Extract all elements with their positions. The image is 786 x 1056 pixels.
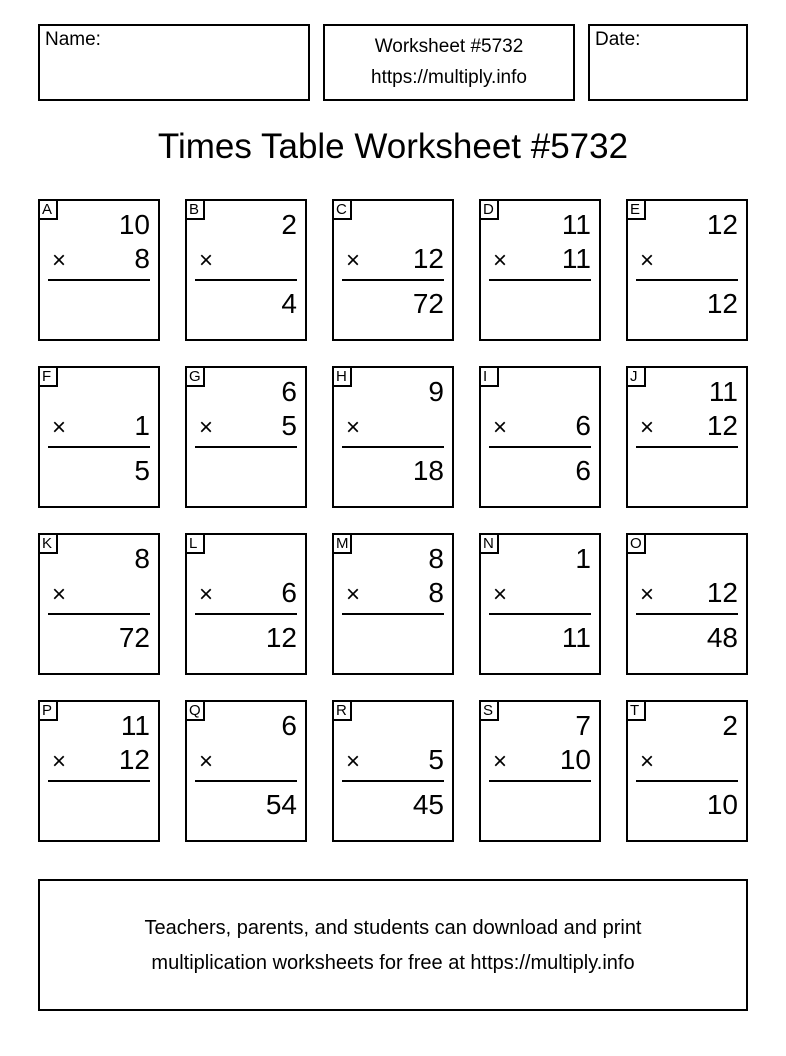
answer-line (48, 279, 150, 281)
answer-line (489, 780, 591, 782)
top-factor: 12 (706, 209, 738, 240)
problem-letter: L (185, 533, 205, 554)
answer-line (636, 780, 738, 782)
multiply-sign: × (199, 581, 214, 608)
product: 48 (706, 622, 738, 653)
bottom-factor: 10 (559, 744, 591, 775)
problem-p (38, 700, 160, 842)
problem-letter: E (626, 199, 646, 220)
problem-letter: F (38, 366, 58, 387)
multiply-sign: × (52, 581, 67, 608)
product: 54 (265, 789, 297, 820)
date-box (588, 24, 748, 101)
answer-line (342, 780, 444, 782)
problem-letter: P (38, 700, 58, 721)
multiply-sign: × (640, 748, 655, 775)
problem-o (626, 533, 748, 675)
top-factor: 6 (281, 710, 297, 741)
problem-letter: J (626, 366, 646, 387)
problem-letter: M (332, 533, 352, 554)
problem-letter: R (332, 700, 352, 721)
top-factor: 8 (134, 543, 150, 574)
multiply-sign: × (640, 581, 655, 608)
top-factor: 11 (561, 209, 591, 240)
problem-letter: H (332, 366, 352, 387)
footer-line-1: Teachers, parents, and students can download and print (144, 917, 642, 939)
bottom-factor: 12 (118, 744, 150, 775)
bottom-factor: 5 (428, 744, 444, 775)
answer-line (489, 613, 591, 615)
problem-t (626, 700, 748, 842)
problem-e (626, 199, 748, 341)
top-factor: 8 (428, 543, 444, 574)
top-factor: 2 (281, 209, 297, 240)
product: 10 (706, 789, 738, 820)
top-factor: 11 (120, 710, 150, 741)
name-box (38, 24, 310, 101)
problem-j (626, 366, 748, 508)
problem-letter: K (38, 533, 58, 554)
answer-line (342, 279, 444, 281)
multiply-sign: × (52, 247, 67, 274)
footer-box (38, 879, 748, 1011)
answer-line (342, 613, 444, 615)
product: 45 (412, 789, 444, 820)
problem-letter: I (479, 366, 499, 387)
multiply-sign: × (199, 247, 214, 274)
product: 6 (575, 455, 591, 486)
product: 11 (561, 622, 591, 653)
answer-line (489, 279, 591, 281)
problem-letter: D (479, 199, 499, 220)
problem-s (479, 700, 601, 842)
problem-letter: N (479, 533, 499, 554)
multiply-sign: × (493, 748, 508, 775)
bottom-factor: 6 (575, 410, 591, 441)
problem-r (332, 700, 454, 842)
multiply-sign: × (52, 414, 67, 441)
answer-line (48, 446, 150, 448)
problem-f (38, 366, 160, 508)
problem-q (185, 700, 307, 842)
problem-n (479, 533, 601, 675)
page-title: Times Table Worksheet #5732 (157, 127, 629, 166)
multiply-sign: × (52, 748, 67, 775)
product: 5 (134, 455, 150, 486)
bottom-factor: 5 (281, 410, 297, 441)
problem-letter: O (626, 533, 646, 554)
answer-line (195, 446, 297, 448)
product: 12 (265, 622, 297, 653)
bottom-factor: 11 (561, 243, 591, 274)
multiply-sign: × (199, 414, 214, 441)
top-factor: 9 (428, 376, 444, 407)
answer-line (489, 446, 591, 448)
product: 12 (706, 288, 738, 319)
problem-l (185, 533, 307, 675)
problem-letter: Q (185, 700, 205, 721)
answer-line (195, 279, 297, 281)
problem-letter: S (479, 700, 499, 721)
top-factor: 11 (708, 376, 738, 407)
problem-h (332, 366, 454, 508)
bottom-factor: 8 (134, 243, 150, 274)
problem-b (185, 199, 307, 341)
problem-letter: B (185, 199, 205, 220)
answer-line (48, 780, 150, 782)
multiply-sign: × (199, 748, 214, 775)
product: 4 (281, 288, 297, 319)
top-factor: 1 (575, 543, 591, 574)
multiply-sign: × (346, 247, 361, 274)
bottom-factor: 12 (706, 410, 738, 441)
problem-c (332, 199, 454, 341)
top-factor: 7 (575, 710, 591, 741)
multiply-sign: × (346, 581, 361, 608)
bottom-factor: 12 (706, 577, 738, 608)
problem-d (479, 199, 601, 341)
multiply-sign: × (493, 414, 508, 441)
worksheet-number: Worksheet #5732 (374, 36, 524, 57)
worksheet-url: https://multiply.info (371, 67, 527, 88)
bottom-factor: 6 (281, 577, 297, 608)
answer-line (636, 279, 738, 281)
name-label: Name: (45, 29, 101, 50)
answer-line (195, 613, 297, 615)
bottom-factor: 8 (428, 577, 444, 608)
top-factor: 2 (722, 710, 738, 741)
problem-letter: C (332, 199, 352, 220)
problem-a (38, 199, 160, 341)
bottom-factor: 12 (412, 243, 444, 274)
multiply-sign: × (640, 247, 655, 274)
product: 18 (412, 455, 444, 486)
answer-line (48, 613, 150, 615)
product: 72 (118, 622, 150, 653)
problem-letter: T (626, 700, 646, 721)
problem-letter: G (185, 366, 205, 387)
answer-line (195, 780, 297, 782)
date-label: Date: (595, 29, 641, 50)
multiply-sign: × (493, 247, 508, 274)
multiply-sign: × (493, 581, 508, 608)
top-factor: 6 (281, 376, 297, 407)
problem-g (185, 366, 307, 508)
answer-line (636, 613, 738, 615)
product: 72 (412, 288, 444, 319)
multiply-sign: × (346, 748, 361, 775)
problem-k (38, 533, 160, 675)
worksheet-info-box (323, 24, 575, 101)
top-factor: 10 (118, 209, 150, 240)
multiply-sign: × (640, 414, 655, 441)
problem-i (479, 366, 601, 508)
answer-line (636, 446, 738, 448)
footer-line-2: multiplication worksheets for free at https://multiply.info (151, 952, 635, 974)
problem-letter: A (38, 199, 58, 220)
answer-line (342, 446, 444, 448)
problem-m (332, 533, 454, 675)
multiply-sign: × (346, 414, 361, 441)
bottom-factor: 1 (134, 410, 150, 441)
